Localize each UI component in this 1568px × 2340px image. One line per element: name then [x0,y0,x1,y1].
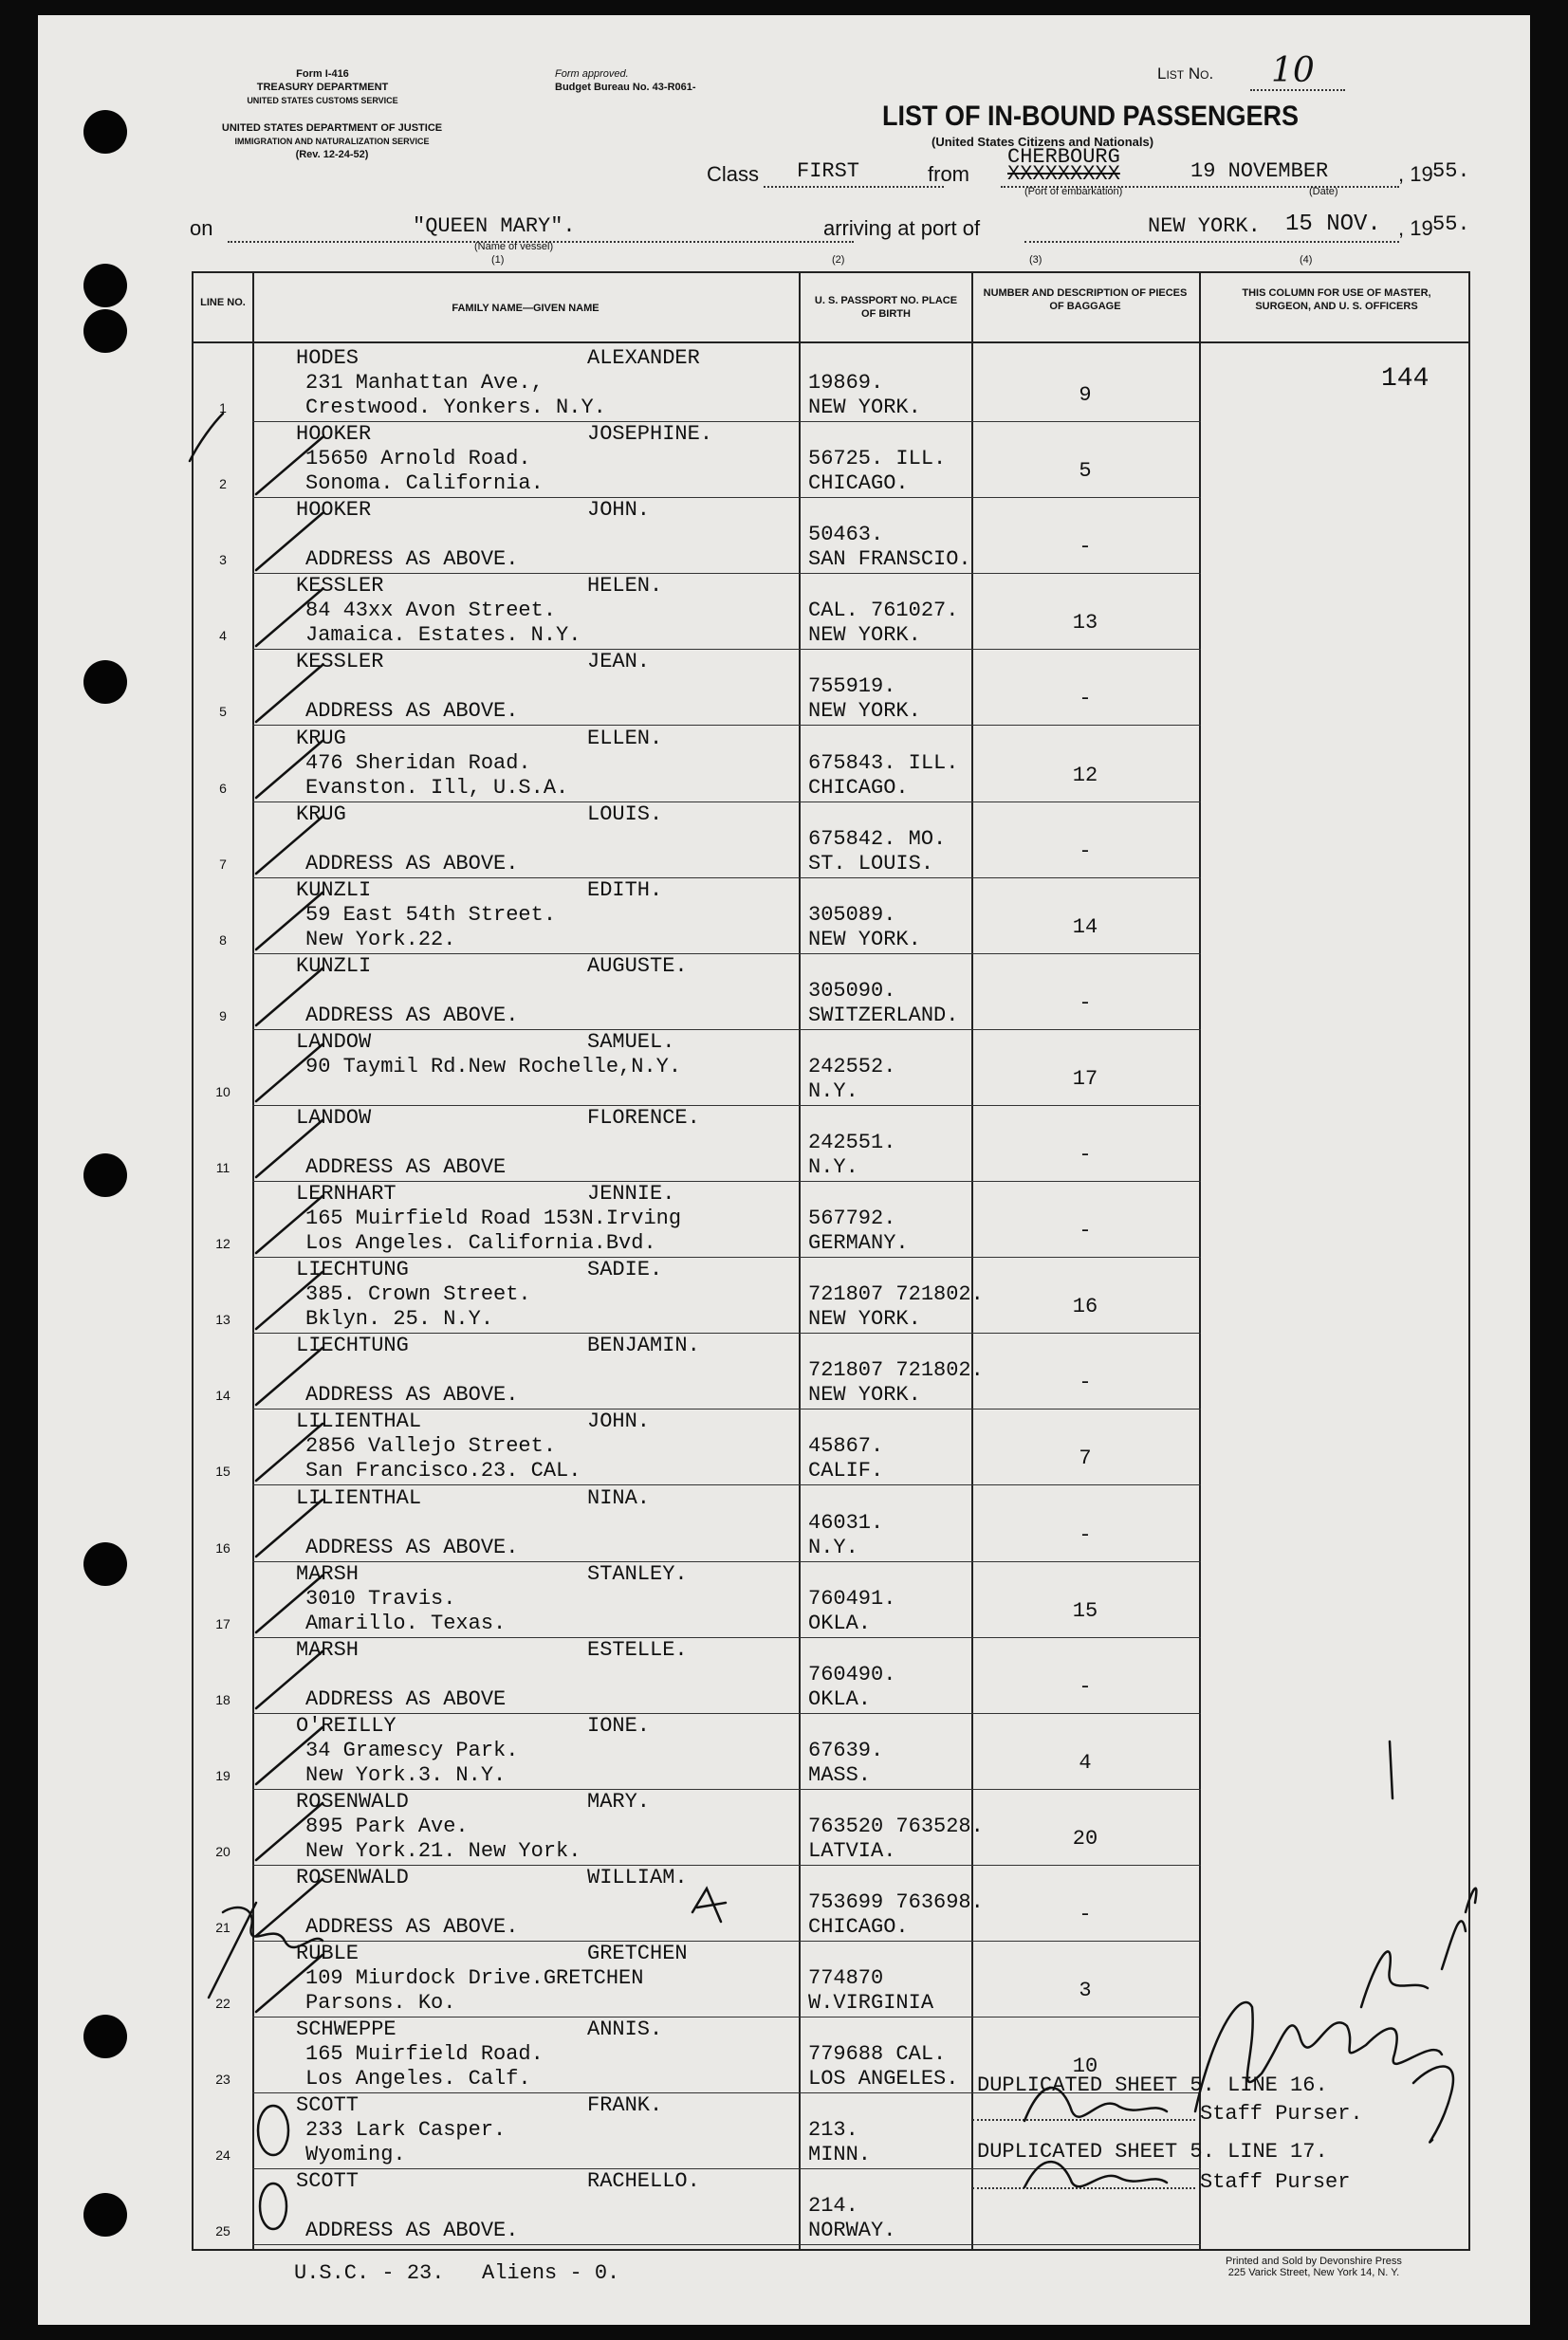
place-of-birth: LATVIA. [808,1838,896,1863]
family-name: SCOTT [296,2093,360,2118]
passport-number: 774870 [808,1966,884,1991]
table-row [194,877,1468,957]
place-of-birth: N.Y. [808,1078,858,1103]
passport-number: CAL. 761027. [808,599,959,623]
baggage-count: 15 [1072,1598,1098,1623]
baggage-count: - [1079,1674,1092,1699]
punch-hole [83,110,127,154]
family-name: KESSLER [296,574,384,599]
given-name: ANNIS. [587,2018,663,2042]
address-line-2: San Francisco.23. CAL. [305,1459,581,1483]
approval [555,67,696,94]
address-line-2: ADDRESS AS ABOVE. [305,1003,519,1027]
col1-number: (1) [491,254,505,266]
given-name: HELEN. [587,574,663,599]
place-of-birth: ST. LOUIS. [808,851,934,875]
passport-number: 675842. MO. [808,826,947,851]
given-name: AUGUSTE. [587,953,688,978]
family-name: HOOKER [296,422,372,447]
address-line-2: ADDRESS AS ABOVE. [305,1383,519,1408]
family-name: LILIENTHAL [296,1410,422,1434]
address-line-2: Los Angeles. Calf. [305,2067,531,2091]
struck-port: XXXXXXXXX [1007,162,1120,186]
place-of-birth: NEW YORK. [808,1307,921,1332]
passport-number: 19869. [808,371,884,395]
printer-line-1: Printed and Sold by Devonshire Press [1226,2256,1402,2267]
year-value-1: 55. [1432,159,1470,183]
place-of-birth: N.Y. [808,1155,858,1179]
staff-purser-1: Staff Purser. [1200,2102,1363,2126]
family-name: MARSH [296,1561,360,1586]
baggage-count: - [1079,990,1092,1015]
passport-number: 56725. ILL. [808,447,947,471]
address-line-2: ADDRESS AS ABOVE [305,1686,507,1711]
family-name: KUNZLI [296,877,372,902]
row-divider [252,2244,1201,2245]
place-of-birth: NEW YORK. [808,623,921,648]
baggage-count: - [1079,1219,1092,1244]
form-number: Form I-416 [296,68,349,80]
line-number: 6 [219,780,227,796]
baggage-count: 13 [1072,611,1098,636]
table-row [194,1485,1468,1565]
given-name: FLORENCE. [587,1106,700,1130]
year-value-2: 55. [1432,212,1470,236]
given-name: EDITH. [587,877,663,902]
table-row [194,1029,1468,1109]
line-number: 23 [215,2072,231,2088]
line-number: 16 [215,1539,231,1556]
passport-number: 305089. [808,902,896,927]
passport-number: 779688 CAL. [808,2042,947,2067]
col-header-line: LINE NO. [200,297,246,308]
baggage-count: 10 [1072,2054,1098,2079]
address-line-2: Amarillo. Texas. [305,1611,507,1635]
form-header [171,67,474,107]
line-number: 17 [215,1615,231,1631]
given-name: ESTELLE. [587,1637,688,1662]
place-of-birth: N.Y. [808,1535,858,1559]
vessel-name: "QUEEN MARY". [413,214,576,238]
baggage-count: - [1079,687,1092,711]
given-name: JOHN. [587,498,651,523]
address-line-2: ADDRESS AS ABOVE. [305,1915,519,1939]
given-name: WILLIAM. [587,1866,688,1889]
col2-number: (2) [832,254,845,266]
year-prefix-1: , 19 [1398,162,1433,186]
officer-note: 144 [1381,364,1430,394]
form-approved: Form approved. [555,68,629,80]
place-of-birth: SAN FRANSCIO. [808,547,971,572]
line-number: 15 [215,1464,231,1480]
address-line-1: 2856 Vallejo Street. [305,1434,557,1459]
row-divider [252,649,1201,650]
line-number: 24 [215,2147,231,2164]
address-line-1: 3010 Travis. [305,1586,456,1611]
address-line-2: Evanston. Ill, U.S.A. [305,775,569,800]
family-name: KESSLER [296,650,384,674]
family-name: O'REILLY [296,1713,397,1738]
class-label: Class [707,162,760,186]
punch-hole [83,660,127,704]
table-row [194,801,1468,881]
line-number: 20 [215,1843,231,1859]
given-name: STANLEY. [587,1561,688,1586]
line-number: 4 [219,628,227,644]
baggage-count: 7 [1079,1446,1092,1471]
row-divider [252,1561,1201,1562]
col3-number: (3) [1029,254,1042,266]
address-line-2: ADDRESS AS ABOVE. [305,851,519,875]
line-number: 14 [215,1388,231,1404]
line-number: 13 [215,1312,231,1328]
table-row [194,1336,1468,1412]
row-divider [252,573,1201,574]
year-prefix-2: , 19 [1398,216,1433,240]
family-name: KRUG [296,801,346,826]
given-name: NINA. [587,1485,651,1510]
table-row [194,1258,1468,1336]
family-name: MARSH [296,1637,360,1662]
customs-service: UNITED STATES CUSTOMS SERVICE [247,96,398,105]
baggage-count: - [1079,535,1092,560]
given-name: JENNIE. [587,1182,675,1207]
passport-number: 755919. [808,674,896,699]
place-of-birth: OKLA. [808,1611,872,1635]
place-of-birth: W.VIRGINIA [808,1991,934,2016]
passport-number: 242552. [808,1054,896,1078]
passport-number: 67639. [808,1738,884,1762]
place-of-birth: NEW YORK. [808,927,921,951]
address-line-2: ADDRESS AS ABOVE. [305,2219,519,2243]
address-line-1: 84 43xx Avon Street. [305,599,557,623]
passport-number: 46031. [808,1510,884,1535]
place-of-birth: LOS ANGELES. [808,2067,959,2091]
address-line-1: 233 Lark Casper. [305,2118,507,2143]
justice-header [180,121,484,161]
passenger-table [192,271,1470,2251]
baggage-count: - [1079,1143,1092,1167]
address-line-2: Los Angeles. California.Bvd. [305,1231,656,1256]
baggage-count: 3 [1079,1979,1092,2003]
address-line-1: 90 Taymil Rd.New Rochelle,N.Y. [305,1054,682,1078]
address-line-1: 165 Muirfield Road 153N.Irving [305,1207,682,1231]
col-header-baggage: NUMBER AND DESCRIPTION OF PIECES OF BAGGAGE [983,287,1188,312]
printer-credit [1195,2256,1432,2278]
address-line-2: Bklyn. 25. N.Y. [305,1307,494,1332]
arrival-port: NEW YORK. [1148,214,1261,238]
place-of-birth: SWITZERLAND. [808,1003,959,1027]
given-name: LOUIS. [587,801,663,826]
passport-number: 721807 721802. [808,1358,984,1383]
family-name: LANDOW [296,1029,372,1054]
baggage-count: 17 [1072,1066,1098,1091]
passport-number: 305090. [808,978,896,1003]
table-row [194,422,1468,501]
address-line-2: New York.21. New York. [305,1838,581,1863]
row-divider [252,725,1201,726]
address-line-2: New York.22. [305,927,456,951]
treasury-dept: TREASURY DEPARTMENT [256,82,389,93]
table-row [194,1713,1468,1793]
summary-footer: U.S.C. - 23. Aliens - 0. [294,2261,620,2285]
place-of-birth: NEW YORK. [808,699,921,724]
list-no-label: List No. [1157,64,1214,83]
given-name: JOHN. [587,1410,651,1434]
row-divider [252,1029,1201,1030]
table-row [194,574,1468,653]
arriving-label: arriving at port of [823,216,981,240]
baggage-count: 14 [1072,914,1098,939]
place-of-birth: CHICAGO. [808,1915,909,1939]
given-name: MARY. [587,1789,651,1814]
col-header-name: FAMILY NAME—GIVEN NAME [452,303,600,314]
table-row [194,953,1468,1033]
address-line-2: Sonoma. California. [305,471,544,496]
given-name: JOSEPHINE. [587,422,713,447]
table-row [194,346,1468,425]
passport-number: 214. [808,2194,858,2219]
baggage-count: 5 [1079,459,1092,484]
arrival-date: 15 NOV. [1285,212,1381,237]
punch-hole [83,1153,127,1197]
line-number: 2 [219,476,227,492]
address-line-2: ADDRESS AS ABOVE. [305,1535,519,1559]
line-number: 1 [219,400,227,415]
place-of-birth: NORWAY. [808,2219,896,2243]
address-line-2: ADDRESS AS ABOVE. [305,547,519,572]
address-line-2: Jamaica. Estates. N.Y. [305,623,581,648]
table-row [194,1106,1468,1185]
line-number: 11 [215,1160,231,1175]
revision: (Rev. 12-24-52) [295,149,369,160]
table-row [194,1789,1468,1869]
address-line-2: New York.3. N.Y. [305,1762,507,1787]
passport-number: 242551. [808,1131,896,1154]
ins-service: IMMIGRATION AND NATURALIZATION SERVICE [234,137,430,146]
address-line-1: 895 Park Ave. [305,1814,469,1838]
list-number: 10 [1271,51,1315,90]
baggage-count: 4 [1079,1750,1092,1775]
line-number: 25 [215,2223,231,2239]
row-divider [252,497,1201,498]
baggage-count: 16 [1072,1295,1098,1319]
place-of-birth: CHICAGO. [808,775,909,800]
staff-purser-2: Staff Purser [1200,2170,1351,2194]
line-number: 19 [215,1767,231,1783]
col4-number: (4) [1300,254,1313,266]
place-of-birth: MASS. [808,1762,872,1787]
line-number: 21 [215,1920,231,1935]
row-divider [252,953,1201,954]
place-of-birth: CALIF. [808,1459,884,1483]
punch-hole [83,2193,127,2237]
passport-number: 721807 721802. [808,1282,984,1307]
passport-number: 675843. ILL. [808,750,959,775]
table-row [194,498,1468,577]
place-of-birth: OKLA. [808,1686,872,1711]
address-line-2: Crestwood. Yonkers. N.Y. [305,396,606,419]
col-header-officers: THIS COLUMN FOR USE OF MASTER, SURGEON, AND U. S. OFFICERS [1242,287,1431,312]
address-line-1: 476 Sheridan Road. [305,750,531,775]
given-name: ALEXANDER [587,346,700,370]
line-number: 10 [215,1083,231,1099]
line-number: 12 [215,1236,231,1252]
given-name: BENJAMIN. [587,1334,700,1358]
row-divider [252,2168,1201,2169]
passport-number: 567792. [808,1207,896,1231]
line-number: 7 [219,856,227,872]
manifest-sheet [38,15,1530,2325]
address-line-1: 15650 Arnold Road. [305,447,531,471]
family-name: KRUG [296,726,346,750]
row-divider [252,1105,1201,1106]
table-row [194,1412,1468,1488]
line-number: 3 [219,552,227,568]
family-name: KUNZLI [296,953,372,978]
family-name: HOOKER [296,498,372,523]
given-name: JEAN. [587,650,651,674]
embark-date: 19 NOVEMBER [1190,159,1329,183]
passport-number: 760491. [808,1586,896,1611]
passport-number: 763520 763528. [808,1814,984,1838]
baggage-count: 12 [1072,763,1098,787]
address-line-2: ADDRESS AS ABOVE. [305,699,519,724]
place-of-birth: MINN. [808,2143,872,2167]
baggage-count: 9 [1079,383,1092,407]
family-name: SCOTT [296,2169,360,2194]
passport-number: 50463. [808,523,884,547]
given-name: FRANK. [587,2093,663,2118]
baggage-count: - [1079,1522,1092,1547]
address-line-2: Parsons. Ko. [305,1991,456,2016]
punch-hole [83,264,127,307]
address-line-2: ADDRESS AS ABOVE [305,1155,507,1179]
given-name: RACHELLO. [587,2169,700,2194]
justice-dept: UNITED STATES DEPARTMENT OF JUSTICE [221,122,443,134]
from-label: from [928,162,969,186]
family-name: ROSENWALD [296,1866,409,1889]
given-name: IONE. [587,1713,651,1738]
table-row [194,1866,1468,1944]
table-row [194,1561,1468,1641]
on-label: on [190,216,213,240]
line-number: 22 [215,1996,231,2012]
given-name: GRETCHEN [587,1942,688,1966]
row-divider [252,421,1201,422]
line-number: 18 [215,1691,231,1707]
address-line-1: 59 East 54th Street. [305,902,557,927]
duplicated-note-1: DUPLICATED SHEET 5. LINE 16. [977,2073,1328,2097]
given-name: SAMUEL. [587,1029,675,1054]
table-row [194,1637,1468,1717]
page-subtitle: (United States Citizens and Nationals) [932,135,1154,149]
baggage-count: 20 [1072,1826,1098,1851]
row-divider [252,1941,1201,1942]
address-line-1: 231 Manhattan Ave., [305,371,544,395]
family-name: RUBLE [296,1942,360,1966]
family-name: HODES [296,346,360,370]
place-of-birth: GERMANY. [808,1231,909,1256]
table-row [194,1182,1468,1261]
address-line-2: Wyoming. [305,2143,406,2167]
punch-hole [83,309,127,353]
class-value: FIRST [797,159,860,183]
row-divider [252,877,1201,878]
port-of-embarkation: CHERBOURG [1007,145,1120,169]
given-name: ELLEN. [587,726,663,750]
baggage-count: - [1079,1371,1092,1395]
place-of-birth: NEW YORK. [808,1383,921,1408]
row-divider [252,801,1201,802]
budget-bureau: Budget Bureau No. 43-R061- [555,82,696,93]
family-name: ROSENWALD [296,1789,409,1814]
passport-number: 45867. [808,1434,884,1459]
table-row [194,1944,1468,2020]
page-title: LIST OF IN-BOUND PASSENGERS [882,101,1300,132]
line-number: 8 [219,931,227,948]
col-header-passport: U. S. PASSPORT NO. PLACE OF BIRTH [814,295,958,320]
passport-number: 213. [808,2118,858,2143]
embark-caption: (Port of embarkation) [1024,186,1123,197]
family-name: LILIENTHAL [296,1485,422,1510]
printer-line-2: 225 Varick Street, New York 14, N. Y. [1227,2267,1400,2278]
table-row [194,650,1468,728]
family-name: LANDOW [296,1106,372,1130]
table-row [194,726,1468,805]
line-number: 9 [219,1007,227,1023]
vessel-caption: (Name of vessel) [474,241,554,252]
duplicated-note-2: DUPLICATED SHEET 5. LINE 17. [977,2140,1328,2164]
punch-hole [83,1542,127,1586]
family-name: LIECHTUNG [296,1258,409,1282]
address-line-1: 385. Crown Street. [305,1282,531,1307]
passport-number: 760490. [808,1662,896,1686]
address-line-1: 34 Gramescy Park. [305,1738,519,1762]
family-name: SCHWEPPE [296,2018,397,2042]
address-line-1: 165 Muirfield Road. [305,2042,544,2067]
passport-number: 753699 763698. [808,1890,984,1914]
address-line-1: 109 Miurdock Drive.GRETCHEN [305,1966,644,1991]
family-name: LIECHTUNG [296,1334,409,1358]
baggage-count: - [1079,838,1092,863]
place-of-birth: NEW YORK. [808,396,921,419]
punch-hole [83,2015,127,2058]
date-caption: (Date) [1309,186,1338,197]
place-of-birth: CHICAGO. [808,471,909,496]
family-name: LERNHART [296,1182,397,1207]
line-number: 5 [219,704,227,720]
baggage-count: - [1079,1903,1092,1926]
row-divider [252,1637,1201,1638]
given-name: SADIE. [587,1258,663,1282]
